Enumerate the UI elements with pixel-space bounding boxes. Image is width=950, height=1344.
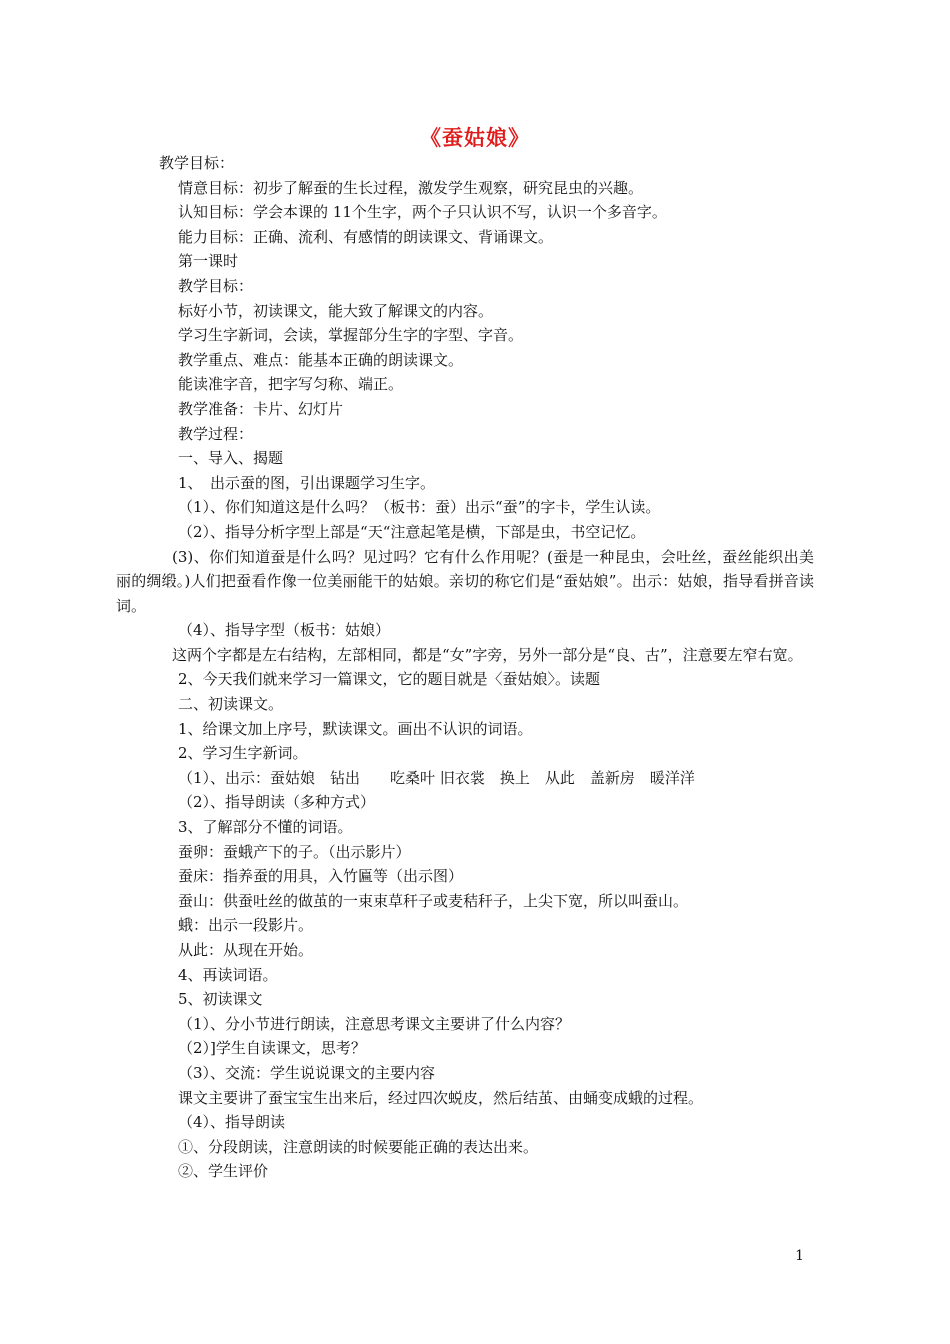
text-line: 标好小节，初读课文，能大致了解课文的内容。 — [178, 301, 494, 320]
document-body — [116, 151, 814, 1184]
text-line: 能力目标：正确、流利、有感情的朗读课文、背诵课文。 — [178, 227, 554, 246]
text-paragraph: (3)、你们知道蚕是什么吗？见过吗？它有什么作用呢？(蚕是一种昆虫，会吐丝，蚕丝能织出美丽的绸缎。)人们把蚕看作像一位美丽能干的姑娘。亲切的称它们是“蚕姑娘”。出示：姑娘，指导看拼音读词。 — [116, 547, 814, 615]
text-line: ①、分段朗读，注意朗读的时候要能正确的表达出来。 — [178, 1137, 539, 1156]
text-line: 教学目标： — [159, 154, 235, 172]
text-line: 从此：从现在开始。 — [178, 941, 314, 959]
text-line: 蚕卵：蚕蛾产下的子。（出示影片） — [178, 842, 411, 861]
text-line: （1）、出示：蚕姑娘 钻出 吃桑叶 旧衣裳 换上 从此 盖新房 暖洋洋 — [178, 768, 695, 787]
text-line: 2、学习生字新词。 — [178, 744, 308, 763]
text-line: 教学过程： — [178, 424, 254, 443]
text-line: （4）、指导朗读 — [178, 1113, 286, 1132]
text-line: ②、学生评价 — [178, 1162, 269, 1181]
text-line: 1、 出示蚕的图，引出课题学习生字。 — [178, 473, 436, 492]
text-line: 一、导入、揭题 — [178, 449, 284, 468]
text-line: 蚕床：指养蚕的用具，入竹匾等（出示图） — [178, 867, 464, 886]
text-line: 蚕山：供蚕吐丝的做茧的一束束草秆子或麦秸秆子，上尖下宽，所以叫蚕山。 — [178, 891, 689, 910]
text-line: 蛾：出示一段影片。 — [178, 916, 314, 935]
text-line: （2）、指导分析字型上部是“天“注意起笔是横，下部是虫，书空记忆。 — [178, 522, 646, 541]
text-line: 学习生字新词，会读，掌握部分生字的字型、字音。 — [178, 326, 524, 345]
text-line: 教学重点、难点：能基本正确的朗读课文。 — [178, 350, 464, 369]
text-line: 教学目标： — [178, 276, 254, 295]
text-line: （1）、你们知道这是什么吗？（板书：蚕）出示“蚕”的字卡，学生认读。 — [178, 498, 661, 517]
text-line: （4）、指导字型（板书：姑娘） — [178, 621, 391, 640]
text-line: 能读准字音，把字写匀称、端正。 — [178, 375, 404, 394]
text-line: 情意目标：初步了解蚕的生长过程，激发学生观察，研究昆虫的兴趣。 — [178, 178, 644, 197]
text-line: 1、给课文加上序号，默读课文。画出不认识的词语。 — [178, 719, 533, 738]
text-line: （2）、指导朗读（多种方式） — [178, 793, 376, 812]
text-line: （3）、交流：学生说说课文的主要内容 — [178, 1063, 436, 1082]
text-line: 教学准备：卡片、幻灯片 — [178, 399, 344, 418]
text-line: 第一课时 — [178, 252, 239, 271]
text-line: 2、今天我们就来学习一篇课文，它的题目就是〈蚕姑娘〉。读题 — [178, 670, 601, 689]
text-line: 5、初读课文 — [178, 990, 263, 1009]
text-paragraph: 这两个字都是左右结构，左部相同，都是“女”字旁，另外一部分是“良、古”，注意要左窄右宽。 — [172, 645, 803, 664]
page-number: 1 — [795, 1248, 804, 1264]
text-line: 二、初读课文。 — [178, 695, 284, 714]
text-line: 课文主要讲了蚕宝宝生出来后，经过四次蜕皮，然后结茧、由蛹变成蛾的过程。 — [178, 1088, 704, 1107]
text-line: 4、再读词语。 — [178, 965, 278, 984]
text-line: （2）]学生自读课文，思考？ — [178, 1039, 366, 1058]
text-line: 3、了解部分不懂的词语。 — [178, 818, 353, 837]
text-line: （1）、分小节进行朗读，注意思考课文主要讲了什么内容？ — [178, 1014, 571, 1033]
text-line: 认知目标：学会本课的 11个生字，两个子只认识不写，认识一个多音字。 — [178, 203, 667, 222]
document-title: 《蚕姑娘》 — [420, 126, 530, 150]
